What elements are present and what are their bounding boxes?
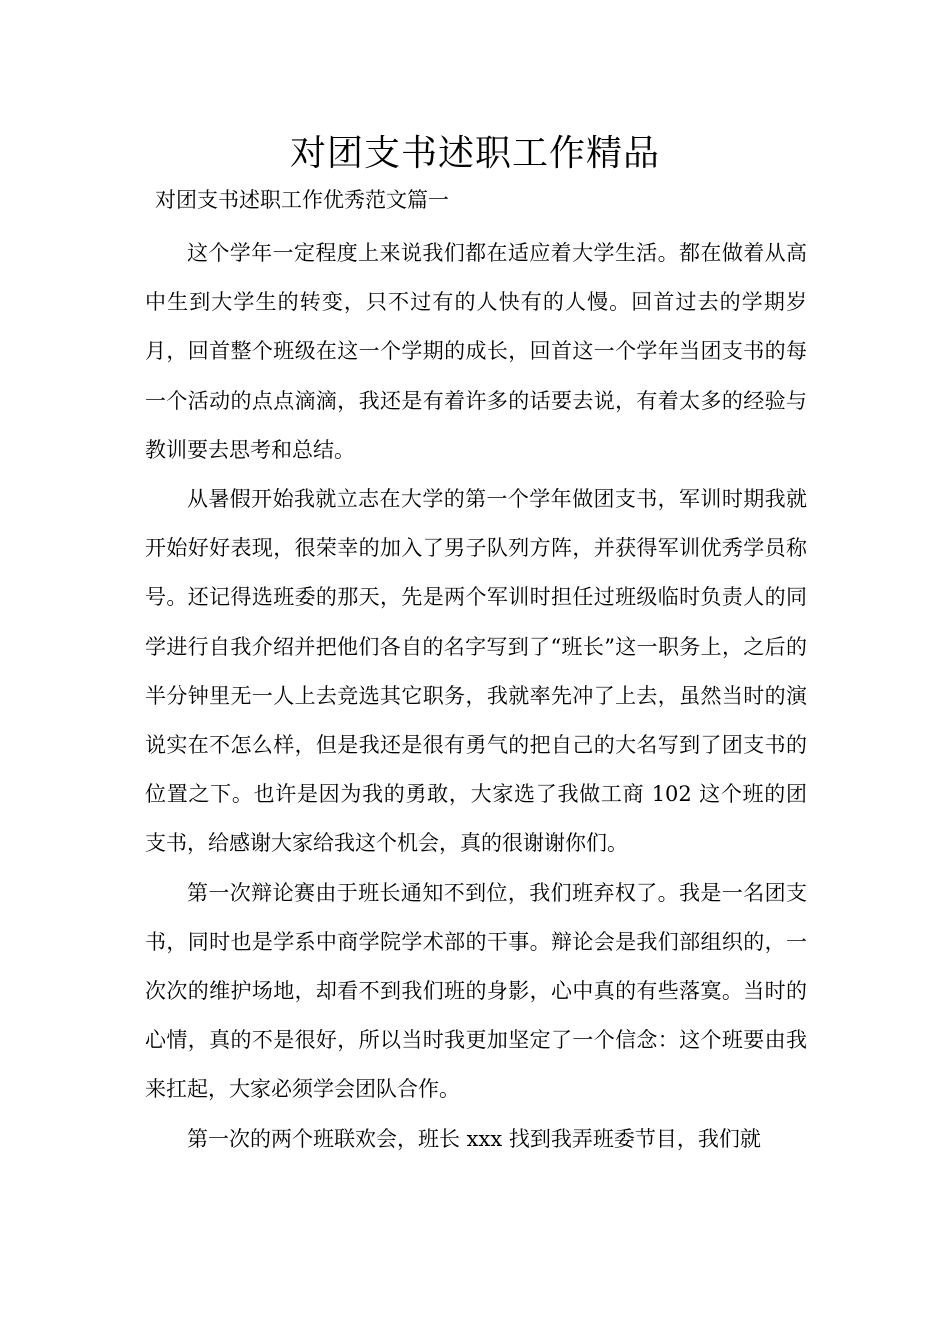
paragraph: 第一次辩论赛由于班长通知不到位，我们班弃权了。我是一名团支书，同时也是学系中商学院学术部的干事。辩论会是我们部组织的，一次次的维护场地，却看不到我们班的身影，心中真的有些落寞。当时的心情，真的不是很好，所以当时我更加坚定了一个信念：这个班要由我来扛起，大家必须学会团队合作。 [145,880,807,1102]
paragraph: 从暑假开始我就立志在大学的第一个学年做团支书，军训时期我就开始好好表现，很荣幸的加入了男子队列方阵，并获得军训优秀学员称号。还记得选班委的那天，先是两个军训时担任过班级临时负责人的同学进行自我介绍并把他们各自的名字写到了“班长”这一职务上，之后的半分钟里无一人上去竞选其它职务，我就率先冲了上去，虽然当时的演说实在不怎么样，但是我还是很有勇气的把自己的大名写到了团支书的位置之下。也许是因为我的勇敢，大家选了我做工商 102 这个班的团支书，给感谢大家给我这个机会，真的很谢谢你们。 [145,487,807,856]
document-title: 对团支书述职工作精品 [289,133,660,174]
document-body [145,229,807,1164]
document-subtitle: 对团支书述职工作优秀范文篇一 [155,188,449,212]
paragraph: 这个学年一定程度上来说我们都在适应着大学生活。都在做着从高中生到大学生的转变，只不过有的人快有的人慢。回首过去的学期岁月，回首整个班级在这一个学期的成长，回首这一个学年当团支书的每一个活动的点点滴滴，我还是有着许多的话要去说，有着太多的经验与教训要去思考和总结。 [145,241,807,462]
paragraph: 第一次的两个班联欢会，班长 xxx 找到我弄班委节目，我们就 [187,1126,761,1151]
